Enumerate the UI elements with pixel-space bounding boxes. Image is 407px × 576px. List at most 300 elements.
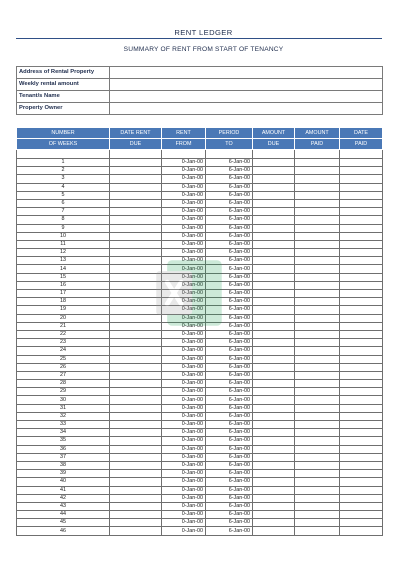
date-rent-due-cell[interactable]: [110, 273, 162, 281]
amount-due-cell[interactable]: [253, 290, 295, 298]
period-to-cell[interactable]: 6-Jan-00: [206, 330, 253, 338]
rent-from-cell[interactable]: 0-Jan-00: [162, 306, 206, 314]
date-rent-due-cell[interactable]: [110, 429, 162, 437]
date-paid-cell[interactable]: [340, 167, 383, 175]
rent-from-cell[interactable]: 0-Jan-00: [162, 404, 206, 412]
amount-due-cell[interactable]: [253, 175, 295, 183]
ledger-cell[interactable]: [17, 150, 110, 159]
period-to-cell[interactable]: 6-Jan-00: [206, 453, 253, 461]
date-paid-cell[interactable]: [340, 486, 383, 494]
period-to-cell[interactable]: 6-Jan-00: [206, 175, 253, 183]
amount-due-cell[interactable]: [253, 314, 295, 322]
amount-paid-cell[interactable]: [295, 249, 340, 257]
date-rent-due-cell[interactable]: [110, 249, 162, 257]
week-number-cell[interactable]: 44: [17, 511, 110, 519]
amount-paid-cell[interactable]: [295, 330, 340, 338]
rent-from-cell[interactable]: 0-Jan-00: [162, 380, 206, 388]
amount-paid-cell[interactable]: [295, 240, 340, 248]
period-to-cell[interactable]: 6-Jan-00: [206, 502, 253, 510]
amount-paid-cell[interactable]: [295, 527, 340, 535]
amount-due-cell[interactable]: [253, 298, 295, 306]
amount-paid-cell[interactable]: [295, 453, 340, 461]
week-number-cell[interactable]: 42: [17, 494, 110, 502]
period-to-cell[interactable]: 6-Jan-00: [206, 314, 253, 322]
amount-due-cell[interactable]: [253, 322, 295, 330]
week-number-cell[interactable]: 29: [17, 388, 110, 396]
rent-from-cell[interactable]: 0-Jan-00: [162, 453, 206, 461]
week-number-cell[interactable]: 11: [17, 240, 110, 248]
date-paid-cell[interactable]: [340, 175, 383, 183]
week-number-cell[interactable]: 14: [17, 265, 110, 273]
ledger-cell[interactable]: [162, 150, 206, 159]
amount-due-cell[interactable]: [253, 511, 295, 519]
period-to-cell[interactable]: 6-Jan-00: [206, 371, 253, 379]
date-paid-cell[interactable]: [340, 412, 383, 420]
date-paid-cell[interactable]: [340, 216, 383, 224]
rent-from-cell[interactable]: 0-Jan-00: [162, 412, 206, 420]
date-rent-due-cell[interactable]: [110, 322, 162, 330]
date-paid-cell[interactable]: [340, 265, 383, 273]
week-number-cell[interactable]: 3: [17, 175, 110, 183]
amount-paid-cell[interactable]: [295, 175, 340, 183]
week-number-cell[interactable]: 38: [17, 461, 110, 469]
amount-due-cell[interactable]: [253, 257, 295, 265]
date-paid-cell[interactable]: [340, 453, 383, 461]
rent-from-cell[interactable]: 0-Jan-00: [162, 494, 206, 502]
amount-due-cell[interactable]: [253, 445, 295, 453]
amount-due-cell[interactable]: [253, 191, 295, 199]
amount-paid-cell[interactable]: [295, 494, 340, 502]
date-paid-cell[interactable]: [340, 339, 383, 347]
date-paid-cell[interactable]: [340, 461, 383, 469]
date-rent-due-cell[interactable]: [110, 502, 162, 510]
date-paid-cell[interactable]: [340, 388, 383, 396]
week-number-cell[interactable]: 24: [17, 347, 110, 355]
amount-due-cell[interactable]: [253, 249, 295, 257]
week-number-cell[interactable]: 31: [17, 404, 110, 412]
date-rent-due-cell[interactable]: [110, 388, 162, 396]
period-to-cell[interactable]: 6-Jan-00: [206, 355, 253, 363]
amount-paid-cell[interactable]: [295, 437, 340, 445]
week-number-cell[interactable]: 7: [17, 208, 110, 216]
date-rent-due-cell[interactable]: [110, 298, 162, 306]
date-paid-cell[interactable]: [340, 527, 383, 535]
rent-from-cell[interactable]: 0-Jan-00: [162, 421, 206, 429]
rent-from-cell[interactable]: 0-Jan-00: [162, 437, 206, 445]
date-paid-cell[interactable]: [340, 519, 383, 527]
week-number-cell[interactable]: 19: [17, 306, 110, 314]
amount-due-cell[interactable]: [253, 224, 295, 232]
amount-due-cell[interactable]: [253, 240, 295, 248]
rent-from-cell[interactable]: 0-Jan-00: [162, 281, 206, 289]
rent-from-cell[interactable]: 0-Jan-00: [162, 330, 206, 338]
date-rent-due-cell[interactable]: [110, 167, 162, 175]
period-to-cell[interactable]: 6-Jan-00: [206, 421, 253, 429]
date-paid-cell[interactable]: [340, 199, 383, 207]
rent-from-cell[interactable]: 0-Jan-00: [162, 183, 206, 191]
date-rent-due-cell[interactable]: [110, 412, 162, 420]
amount-due-cell[interactable]: [253, 502, 295, 510]
date-paid-cell[interactable]: [340, 232, 383, 240]
date-paid-cell[interactable]: [340, 347, 383, 355]
date-rent-due-cell[interactable]: [110, 355, 162, 363]
period-to-cell[interactable]: 6-Jan-00: [206, 429, 253, 437]
date-rent-due-cell[interactable]: [110, 216, 162, 224]
amount-paid-cell[interactable]: [295, 371, 340, 379]
date-rent-due-cell[interactable]: [110, 486, 162, 494]
rent-from-cell[interactable]: 0-Jan-00: [162, 159, 206, 167]
amount-due-cell[interactable]: [253, 421, 295, 429]
date-paid-cell[interactable]: [340, 437, 383, 445]
period-to-cell[interactable]: 6-Jan-00: [206, 216, 253, 224]
amount-due-cell[interactable]: [253, 486, 295, 494]
period-to-cell[interactable]: 6-Jan-00: [206, 486, 253, 494]
rent-from-cell[interactable]: 0-Jan-00: [162, 470, 206, 478]
info-value-address[interactable]: [110, 67, 383, 79]
date-rent-due-cell[interactable]: [110, 371, 162, 379]
amount-due-cell[interactable]: [253, 453, 295, 461]
rent-from-cell[interactable]: 0-Jan-00: [162, 486, 206, 494]
amount-paid-cell[interactable]: [295, 314, 340, 322]
amount-paid-cell[interactable]: [295, 281, 340, 289]
rent-from-cell[interactable]: 0-Jan-00: [162, 273, 206, 281]
amount-paid-cell[interactable]: [295, 412, 340, 420]
period-to-cell[interactable]: 6-Jan-00: [206, 412, 253, 420]
date-paid-cell[interactable]: [340, 290, 383, 298]
amount-due-cell[interactable]: [253, 306, 295, 314]
date-rent-due-cell[interactable]: [110, 421, 162, 429]
date-rent-due-cell[interactable]: [110, 445, 162, 453]
week-number-cell[interactable]: 26: [17, 363, 110, 371]
rent-from-cell[interactable]: 0-Jan-00: [162, 429, 206, 437]
amount-paid-cell[interactable]: [295, 159, 340, 167]
period-to-cell[interactable]: 6-Jan-00: [206, 347, 253, 355]
period-to-cell[interactable]: 6-Jan-00: [206, 249, 253, 257]
date-paid-cell[interactable]: [340, 511, 383, 519]
info-value-owner[interactable]: [110, 103, 383, 115]
week-number-cell[interactable]: 15: [17, 273, 110, 281]
rent-from-cell[interactable]: 0-Jan-00: [162, 461, 206, 469]
rent-from-cell[interactable]: 0-Jan-00: [162, 363, 206, 371]
period-to-cell[interactable]: 6-Jan-00: [206, 519, 253, 527]
amount-paid-cell[interactable]: [295, 167, 340, 175]
date-paid-cell[interactable]: [340, 281, 383, 289]
period-to-cell[interactable]: 6-Jan-00: [206, 437, 253, 445]
week-number-cell[interactable]: 27: [17, 371, 110, 379]
rent-from-cell[interactable]: 0-Jan-00: [162, 224, 206, 232]
amount-due-cell[interactable]: [253, 371, 295, 379]
period-to-cell[interactable]: 6-Jan-00: [206, 281, 253, 289]
amount-paid-cell[interactable]: [295, 216, 340, 224]
date-paid-cell[interactable]: [340, 224, 383, 232]
week-number-cell[interactable]: 30: [17, 396, 110, 404]
amount-paid-cell[interactable]: [295, 486, 340, 494]
period-to-cell[interactable]: 6-Jan-00: [206, 159, 253, 167]
amount-due-cell[interactable]: [253, 159, 295, 167]
rent-from-cell[interactable]: 0-Jan-00: [162, 265, 206, 273]
week-number-cell[interactable]: 37: [17, 453, 110, 461]
amount-paid-cell[interactable]: [295, 199, 340, 207]
amount-paid-cell[interactable]: [295, 519, 340, 527]
week-number-cell[interactable]: 40: [17, 478, 110, 486]
period-to-cell[interactable]: 6-Jan-00: [206, 478, 253, 486]
date-paid-cell[interactable]: [340, 249, 383, 257]
ledger-cell[interactable]: [340, 150, 383, 159]
amount-paid-cell[interactable]: [295, 298, 340, 306]
date-paid-cell[interactable]: [340, 470, 383, 478]
date-rent-due-cell[interactable]: [110, 494, 162, 502]
rent-from-cell[interactable]: 0-Jan-00: [162, 339, 206, 347]
period-to-cell[interactable]: 6-Jan-00: [206, 380, 253, 388]
amount-due-cell[interactable]: [253, 527, 295, 535]
rent-from-cell[interactable]: 0-Jan-00: [162, 445, 206, 453]
date-rent-due-cell[interactable]: [110, 404, 162, 412]
amount-paid-cell[interactable]: [295, 257, 340, 265]
amount-paid-cell[interactable]: [295, 429, 340, 437]
amount-paid-cell[interactable]: [295, 363, 340, 371]
period-to-cell[interactable]: 6-Jan-00: [206, 290, 253, 298]
rent-from-cell[interactable]: 0-Jan-00: [162, 208, 206, 216]
week-number-cell[interactable]: 23: [17, 339, 110, 347]
week-number-cell[interactable]: 34: [17, 429, 110, 437]
date-rent-due-cell[interactable]: [110, 240, 162, 248]
amount-due-cell[interactable]: [253, 363, 295, 371]
amount-paid-cell[interactable]: [295, 290, 340, 298]
ledger-cell[interactable]: [206, 150, 253, 159]
amount-due-cell[interactable]: [253, 183, 295, 191]
week-number-cell[interactable]: 13: [17, 257, 110, 265]
week-number-cell[interactable]: 45: [17, 519, 110, 527]
rent-from-cell[interactable]: 0-Jan-00: [162, 232, 206, 240]
period-to-cell[interactable]: 6-Jan-00: [206, 224, 253, 232]
amount-paid-cell[interactable]: [295, 380, 340, 388]
date-rent-due-cell[interactable]: [110, 437, 162, 445]
rent-from-cell[interactable]: 0-Jan-00: [162, 257, 206, 265]
period-to-cell[interactable]: 6-Jan-00: [206, 257, 253, 265]
ledger-cell[interactable]: [253, 150, 295, 159]
amount-due-cell[interactable]: [253, 199, 295, 207]
amount-paid-cell[interactable]: [295, 347, 340, 355]
date-rent-due-cell[interactable]: [110, 511, 162, 519]
rent-from-cell[interactable]: 0-Jan-00: [162, 191, 206, 199]
date-rent-due-cell[interactable]: [110, 314, 162, 322]
date-paid-cell[interactable]: [340, 191, 383, 199]
date-paid-cell[interactable]: [340, 429, 383, 437]
amount-due-cell[interactable]: [253, 461, 295, 469]
date-rent-due-cell[interactable]: [110, 224, 162, 232]
period-to-cell[interactable]: 6-Jan-00: [206, 273, 253, 281]
period-to-cell[interactable]: 6-Jan-00: [206, 470, 253, 478]
period-to-cell[interactable]: 6-Jan-00: [206, 511, 253, 519]
period-to-cell[interactable]: 6-Jan-00: [206, 339, 253, 347]
amount-due-cell[interactable]: [253, 494, 295, 502]
amount-paid-cell[interactable]: [295, 355, 340, 363]
rent-from-cell[interactable]: 0-Jan-00: [162, 199, 206, 207]
week-number-cell[interactable]: 46: [17, 527, 110, 535]
rent-from-cell[interactable]: 0-Jan-00: [162, 216, 206, 224]
period-to-cell[interactable]: 6-Jan-00: [206, 388, 253, 396]
date-rent-due-cell[interactable]: [110, 257, 162, 265]
week-number-cell[interactable]: 5: [17, 191, 110, 199]
amount-due-cell[interactable]: [253, 330, 295, 338]
rent-from-cell[interactable]: 0-Jan-00: [162, 322, 206, 330]
rent-from-cell[interactable]: 0-Jan-00: [162, 519, 206, 527]
amount-paid-cell[interactable]: [295, 478, 340, 486]
period-to-cell[interactable]: 6-Jan-00: [206, 208, 253, 216]
amount-paid-cell[interactable]: [295, 461, 340, 469]
date-rent-due-cell[interactable]: [110, 306, 162, 314]
week-number-cell[interactable]: 28: [17, 380, 110, 388]
period-to-cell[interactable]: 6-Jan-00: [206, 265, 253, 273]
week-number-cell[interactable]: 41: [17, 486, 110, 494]
date-rent-due-cell[interactable]: [110, 478, 162, 486]
info-value-tenant[interactable]: [110, 91, 383, 103]
date-paid-cell[interactable]: [340, 298, 383, 306]
date-paid-cell[interactable]: [340, 421, 383, 429]
date-rent-due-cell[interactable]: [110, 339, 162, 347]
amount-paid-cell[interactable]: [295, 306, 340, 314]
amount-paid-cell[interactable]: [295, 232, 340, 240]
date-rent-due-cell[interactable]: [110, 519, 162, 527]
amount-due-cell[interactable]: [253, 380, 295, 388]
rent-from-cell[interactable]: 0-Jan-00: [162, 502, 206, 510]
amount-paid-cell[interactable]: [295, 388, 340, 396]
amount-paid-cell[interactable]: [295, 322, 340, 330]
rent-from-cell[interactable]: 0-Jan-00: [162, 167, 206, 175]
amount-due-cell[interactable]: [253, 437, 295, 445]
date-paid-cell[interactable]: [340, 396, 383, 404]
info-value-weekly-rent[interactable]: [110, 79, 383, 91]
rent-from-cell[interactable]: 0-Jan-00: [162, 511, 206, 519]
amount-due-cell[interactable]: [253, 519, 295, 527]
period-to-cell[interactable]: 6-Jan-00: [206, 232, 253, 240]
date-rent-due-cell[interactable]: [110, 330, 162, 338]
amount-due-cell[interactable]: [253, 470, 295, 478]
date-rent-due-cell[interactable]: [110, 453, 162, 461]
period-to-cell[interactable]: 6-Jan-00: [206, 445, 253, 453]
amount-due-cell[interactable]: [253, 167, 295, 175]
date-paid-cell[interactable]: [340, 322, 383, 330]
date-paid-cell[interactable]: [340, 404, 383, 412]
rent-from-cell[interactable]: 0-Jan-00: [162, 527, 206, 535]
amount-paid-cell[interactable]: [295, 208, 340, 216]
week-number-cell[interactable]: 9: [17, 224, 110, 232]
week-number-cell[interactable]: 4: [17, 183, 110, 191]
period-to-cell[interactable]: 6-Jan-00: [206, 363, 253, 371]
week-number-cell[interactable]: 12: [17, 249, 110, 257]
week-number-cell[interactable]: 1: [17, 159, 110, 167]
date-rent-due-cell[interactable]: [110, 347, 162, 355]
rent-from-cell[interactable]: 0-Jan-00: [162, 355, 206, 363]
date-paid-cell[interactable]: [340, 159, 383, 167]
amount-due-cell[interactable]: [253, 429, 295, 437]
date-paid-cell[interactable]: [340, 494, 383, 502]
period-to-cell[interactable]: 6-Jan-00: [206, 240, 253, 248]
amount-paid-cell[interactable]: [295, 339, 340, 347]
week-number-cell[interactable]: 22: [17, 330, 110, 338]
amount-due-cell[interactable]: [253, 388, 295, 396]
amount-paid-cell[interactable]: [295, 224, 340, 232]
date-paid-cell[interactable]: [340, 478, 383, 486]
week-number-cell[interactable]: 2: [17, 167, 110, 175]
date-paid-cell[interactable]: [340, 371, 383, 379]
date-rent-due-cell[interactable]: [110, 363, 162, 371]
week-number-cell[interactable]: 6: [17, 199, 110, 207]
week-number-cell[interactable]: 32: [17, 412, 110, 420]
date-rent-due-cell[interactable]: [110, 461, 162, 469]
date-rent-due-cell[interactable]: [110, 527, 162, 535]
week-number-cell[interactable]: 21: [17, 322, 110, 330]
period-to-cell[interactable]: 6-Jan-00: [206, 298, 253, 306]
date-rent-due-cell[interactable]: [110, 208, 162, 216]
rent-from-cell[interactable]: 0-Jan-00: [162, 240, 206, 248]
rent-from-cell[interactable]: 0-Jan-00: [162, 298, 206, 306]
week-number-cell[interactable]: 20: [17, 314, 110, 322]
date-paid-cell[interactable]: [340, 208, 383, 216]
rent-from-cell[interactable]: 0-Jan-00: [162, 347, 206, 355]
date-paid-cell[interactable]: [340, 380, 383, 388]
date-rent-due-cell[interactable]: [110, 191, 162, 199]
period-to-cell[interactable]: 6-Jan-00: [206, 183, 253, 191]
rent-from-cell[interactable]: 0-Jan-00: [162, 175, 206, 183]
date-rent-due-cell[interactable]: [110, 281, 162, 289]
amount-due-cell[interactable]: [253, 339, 295, 347]
amount-paid-cell[interactable]: [295, 183, 340, 191]
period-to-cell[interactable]: 6-Jan-00: [206, 322, 253, 330]
amount-due-cell[interactable]: [253, 232, 295, 240]
date-rent-due-cell[interactable]: [110, 199, 162, 207]
amount-due-cell[interactable]: [253, 404, 295, 412]
date-rent-due-cell[interactable]: [110, 175, 162, 183]
date-rent-due-cell[interactable]: [110, 380, 162, 388]
amount-due-cell[interactable]: [253, 347, 295, 355]
week-number-cell[interactable]: 35: [17, 437, 110, 445]
date-paid-cell[interactable]: [340, 445, 383, 453]
week-number-cell[interactable]: 18: [17, 298, 110, 306]
date-rent-due-cell[interactable]: [110, 265, 162, 273]
date-paid-cell[interactable]: [340, 502, 383, 510]
amount-paid-cell[interactable]: [295, 502, 340, 510]
week-number-cell[interactable]: 43: [17, 502, 110, 510]
amount-paid-cell[interactable]: [295, 470, 340, 478]
period-to-cell[interactable]: 6-Jan-00: [206, 494, 253, 502]
amount-due-cell[interactable]: [253, 265, 295, 273]
rent-from-cell[interactable]: 0-Jan-00: [162, 314, 206, 322]
amount-paid-cell[interactable]: [295, 273, 340, 281]
ledger-cell[interactable]: [295, 150, 340, 159]
amount-due-cell[interactable]: [253, 355, 295, 363]
amount-paid-cell[interactable]: [295, 445, 340, 453]
date-paid-cell[interactable]: [340, 314, 383, 322]
week-number-cell[interactable]: 17: [17, 290, 110, 298]
amount-due-cell[interactable]: [253, 478, 295, 486]
amount-due-cell[interactable]: [253, 216, 295, 224]
amount-paid-cell[interactable]: [295, 396, 340, 404]
amount-paid-cell[interactable]: [295, 265, 340, 273]
period-to-cell[interactable]: 6-Jan-00: [206, 461, 253, 469]
date-rent-due-cell[interactable]: [110, 159, 162, 167]
date-paid-cell[interactable]: [340, 306, 383, 314]
period-to-cell[interactable]: 6-Jan-00: [206, 191, 253, 199]
rent-from-cell[interactable]: 0-Jan-00: [162, 478, 206, 486]
amount-paid-cell[interactable]: [295, 191, 340, 199]
amount-due-cell[interactable]: [253, 208, 295, 216]
amount-due-cell[interactable]: [253, 281, 295, 289]
date-paid-cell[interactable]: [340, 257, 383, 265]
amount-due-cell[interactable]: [253, 396, 295, 404]
date-paid-cell[interactable]: [340, 273, 383, 281]
amount-paid-cell[interactable]: [295, 511, 340, 519]
